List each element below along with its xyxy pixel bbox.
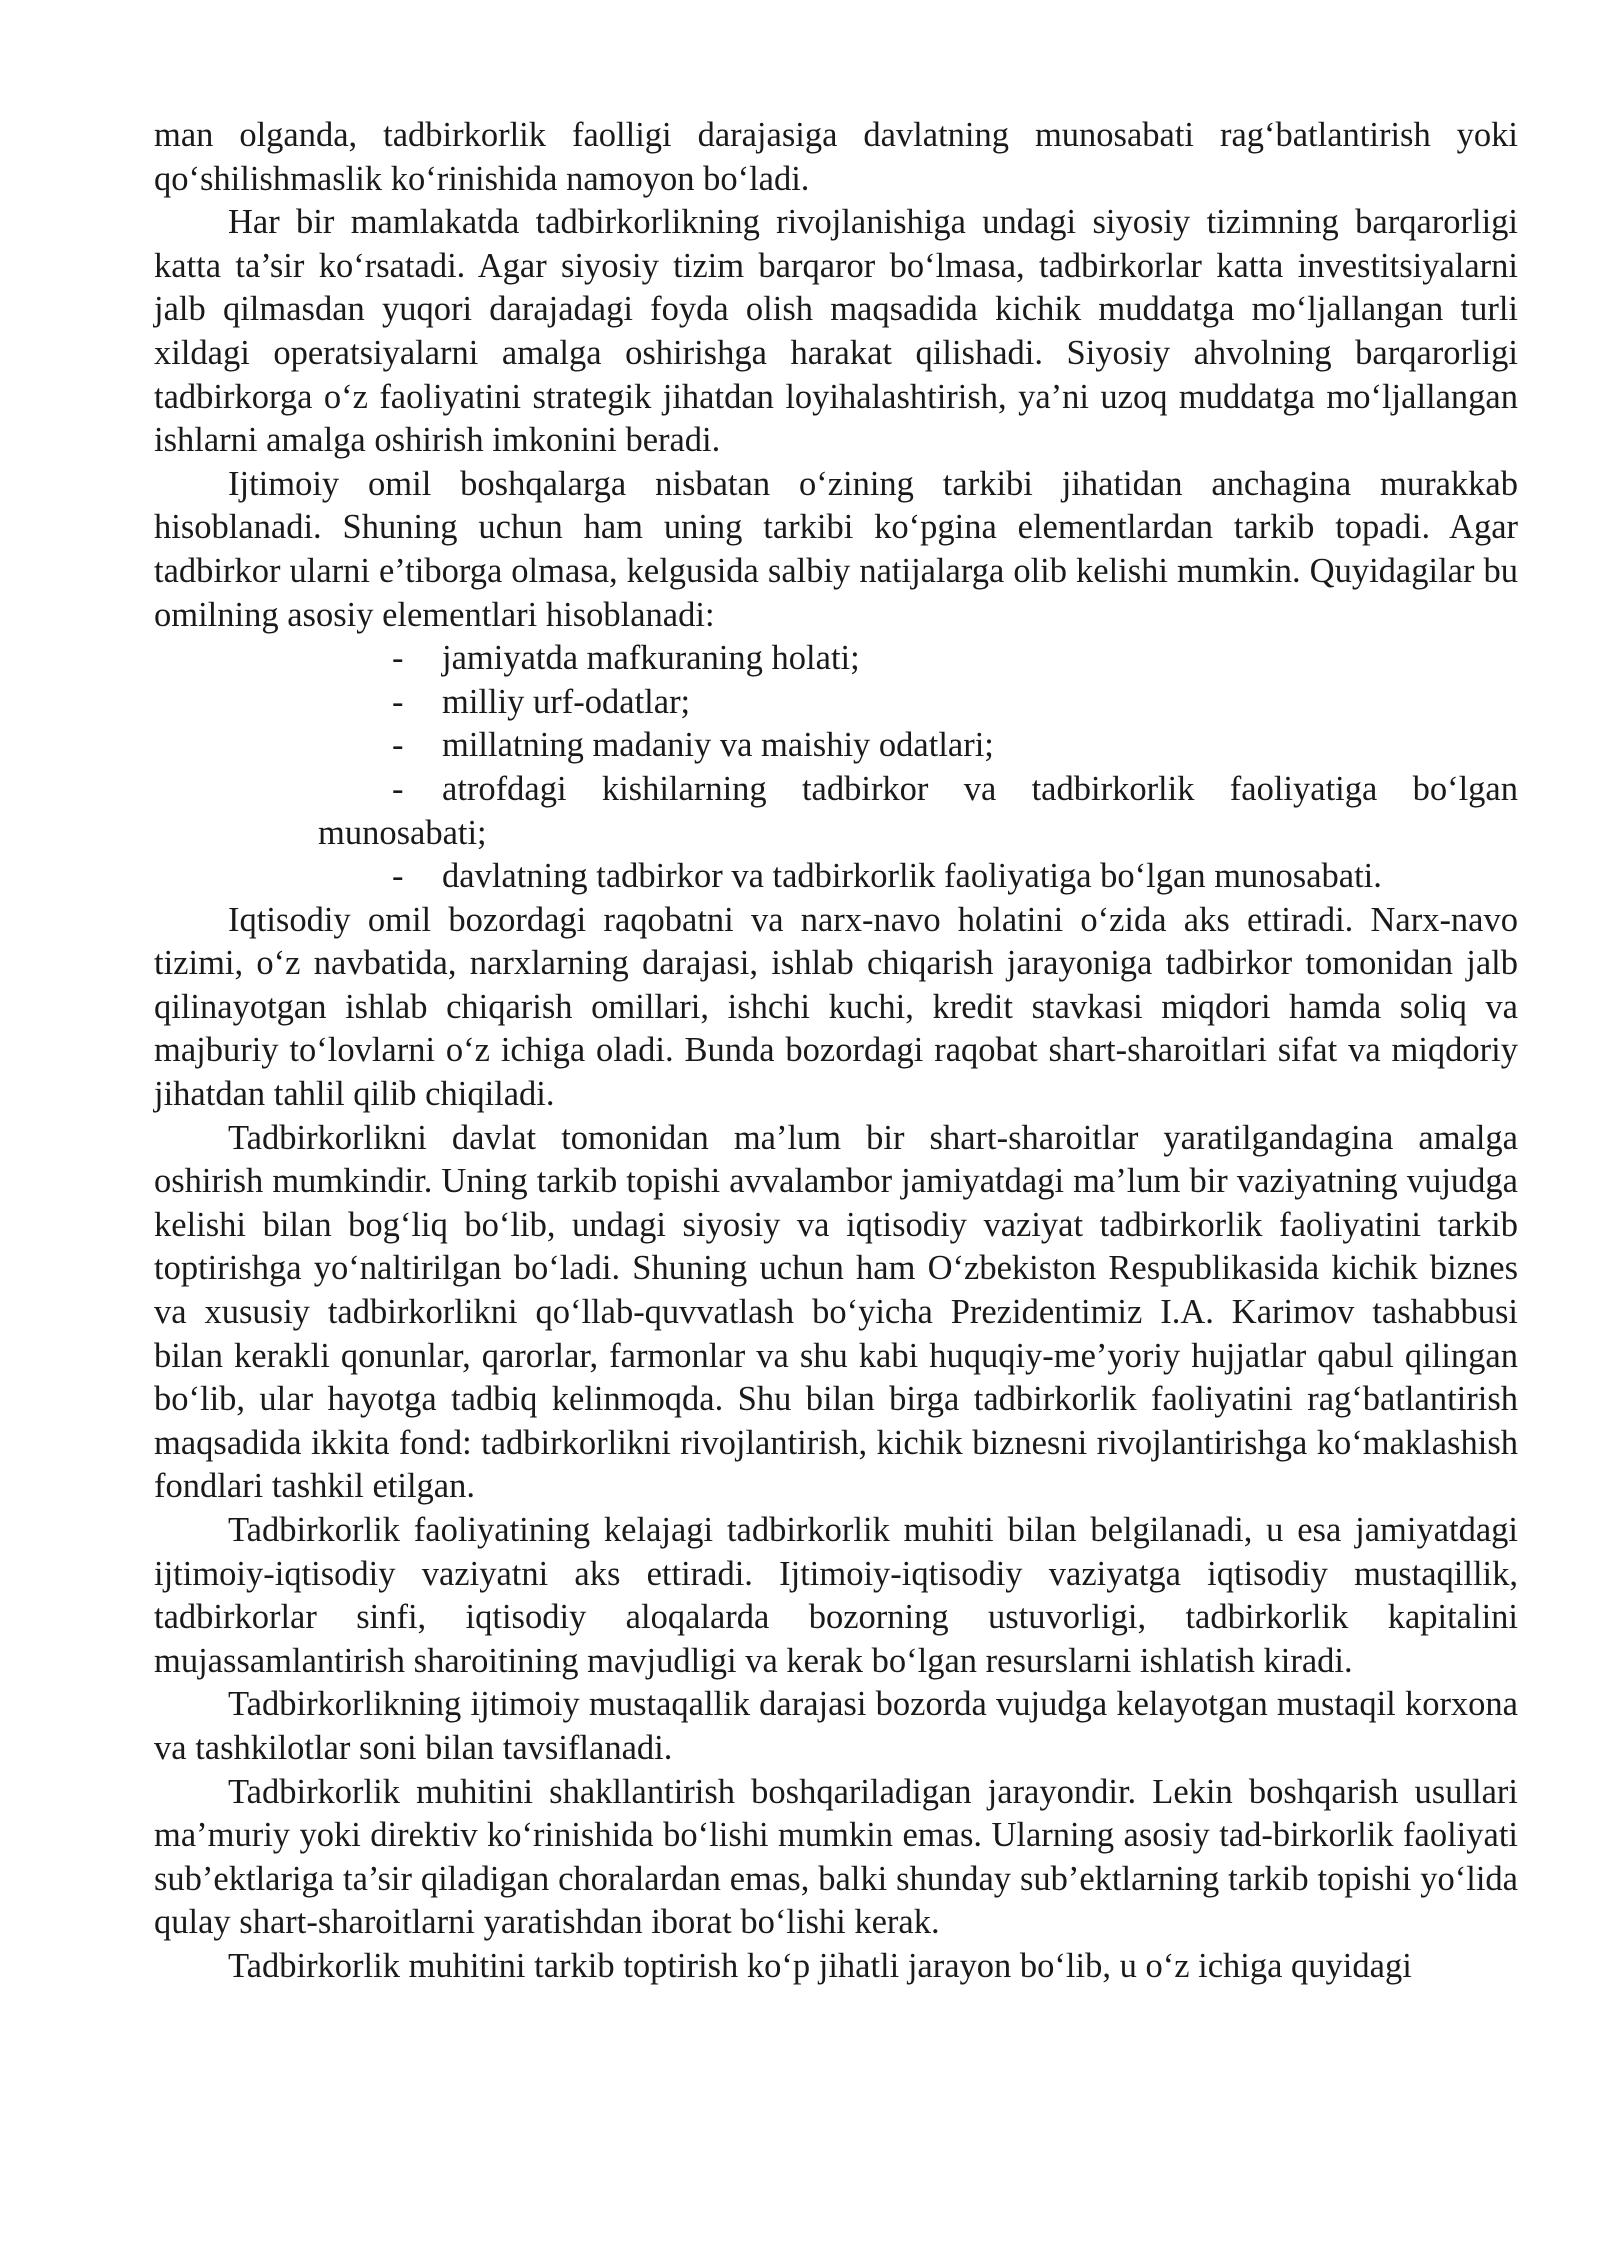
list-dash: - (392, 726, 404, 765)
list-item (154, 637, 1518, 681)
list-item-text: millatning madaniy va maishiy odatlari; (442, 726, 994, 765)
list-item-text: atrofdagi kishilarning tadbirkor va tadbirkorlik faoliyatiga bo‘lgan munosabati; (318, 769, 1518, 852)
paragraph-social-factor: Ijtimoiy omil boshqalarga nisbatan o‘zining tarkibi jihatidan anchagina murakkab hisoblanadi. Shuning uchun ham uning tarkibi ko‘pgina elementlardan tarkib topadi. Agar tadbirkor ularni e’tiborga olmasa, kelgusida salbiy natijalarga olib kelishi mumkin. Quyidagilar bu omilning asosiy elementlari hisoblanadi: (154, 464, 1518, 634)
paragraph-environment-management: Tadbirkorlik muhitini shakllantirish boshqariladigan jarayondir. Lekin boshqarish usullari ma’muriy yoki direktiv ko‘rinishida bo‘lishi mumkin emas. Ularning asosiy tad-birkorlik faoliyati sub’ektlariga ta’sir qiladigan choralardan emas, balki shunday sub’ektlarning tarkib topishi yo‘lida qulay shart-sharoitlarni yaratishdan iborat bo‘lishi kerak. (154, 1772, 1518, 1942)
list-item-text: jamiyatda mafkuraning holati; (442, 639, 860, 678)
list-item (154, 681, 1518, 725)
list-dash: - (392, 682, 404, 721)
paragraph-continuation: man olganda, tadbirkorlik faolligi darajasiga davlatning munosabati rag‘batlantirish yoki qo‘shilishmaslik ko‘rinishida namoyon bo‘ladi. (154, 116, 1518, 198)
list-dash: - (392, 857, 404, 896)
list-item (154, 768, 1518, 855)
list-item (154, 855, 1518, 899)
list-item-text: davlatning tadbirkor va tadbirkorlik faoliyatiga bo‘lgan munosabati. (442, 857, 1382, 896)
paragraph-state-conditions: Tadbirkorlikni davlat tomonidan ma’lum bir shart-sharoitlar yaratilgandagina amalga oshirish mumkindir. Uning tarkib topishi avvalambor jamiyatdagi ma’lum bir vaziyatning vujudga kelishi bilan bog‘liq bo‘lib, undagi siyosiy va iqtisodiy vaziyat tadbirkorlik faoliyatini tarkib toptirishga yo‘naltirilgan bo‘ladi. Shuning uchun ham O‘zbekiston Respublikasida kichik biznes va xususiy tadbirkorlikni qo‘llab-quvvatlash bo‘yicha Prezidentimiz I.A. Karimov tashabbusi bilan kerakli qonunlar, qarorlar, farmonlar va shu kabi huquqiy-me’yoriy hujjatlar qabul qilingan bo‘lib, ular hayotga tadbiq kelinmoqda. Shu bilan birga tadbirkorlik faoliyatini rag‘batlantirish maqsadida ikkita fond: tadbirkorlikni rivojlantirish, kichik biznesni rivojlantirishga ko‘maklashish fondlari tashkil etilgan. (154, 1118, 1518, 1506)
paragraph-environment-formation: Tadbirkorlik muhitini tarkib toptirish ko‘p jihatli jarayon bo‘lib, u o‘z ichiga quyidagi (228, 1946, 1412, 1985)
social-factor-elements-list (154, 637, 1518, 899)
document-page (154, 114, 1518, 1989)
paragraph-entrepreneurial-environment: Tadbirkorlik faoliyatining kelajagi tadbirkorlik muhiti bilan belgilanadi, u esa jamiyatdagi ijtimoiy-iqtisodiy vaziyatni aks ettiradi. Ijtimoiy-iqtisodiy vaziyatga iqtisodiy mustaqillik, tadbirkorlar sinfi, iqtisodiy aloqalarda bozorning ustuvorligi, tadbirkorlik kapitalini mujassamlantirish sharoitining mavjudligi va kerak bo‘lgan resurslarni ishlatish kiradi. (154, 1511, 1518, 1680)
list-item-text: milliy urf-odatlar; (442, 682, 691, 721)
paragraph-political-stability: Har bir mamlakatda tadbirkorlikning rivojlanishiga undagi siyosiy tizimning barqarorligi katta ta’sir ko‘rsatadi. Agar siyosiy tizim barqaror bo‘lmasa, tadbirkorlar katta investitsiyalarni jalb qilmasdan yuqori darajadagi foyda olish maqsadida kichik muddatga mo‘ljallangan turli xildagi operatsiyalarni amalga oshirishga harakat qilishadi. Siyosiy ahvolning barqarorligi tadbirkorga o‘z faoliyatini strategik jihatdan loyihalashtirish, ya’ni uzoq muddatga mo‘ljallangan ishlarni amalga oshirish imkonini beradi. (154, 203, 1518, 460)
list-dash: - (392, 769, 404, 808)
list-dash: - (392, 639, 404, 678)
paragraph-social-independence: Tadbirkorlikning ijtimoiy mustaqallik darajasi bozorda vujudga kelayotgan mustaqil korxona va tashkilotlar soni bilan tavsiflanadi. (154, 1685, 1518, 1767)
list-item (154, 724, 1518, 768)
paragraph-economic-factor: Iqtisodiy omil bozordagi raqobatni va narx-navo holatini o‘zida aks ettiradi. Narx-navo tizimi, o‘z navbatida, narxlarning darajasi, ishlab chiqarish jarayoniga tadbirkor tomonidan jalb qilinayotgan ishlab chiqarish omillari, ishchi kuchi, kredit stavkasi miqdori hamda soliq va majburiy to‘lovlarni o‘z ichiga oladi. Bunda bozordagi raqobat shart-sharoitlari sifat va miqdoriy jihatdan tahlil qilib chiqiladi. (154, 900, 1518, 1114)
